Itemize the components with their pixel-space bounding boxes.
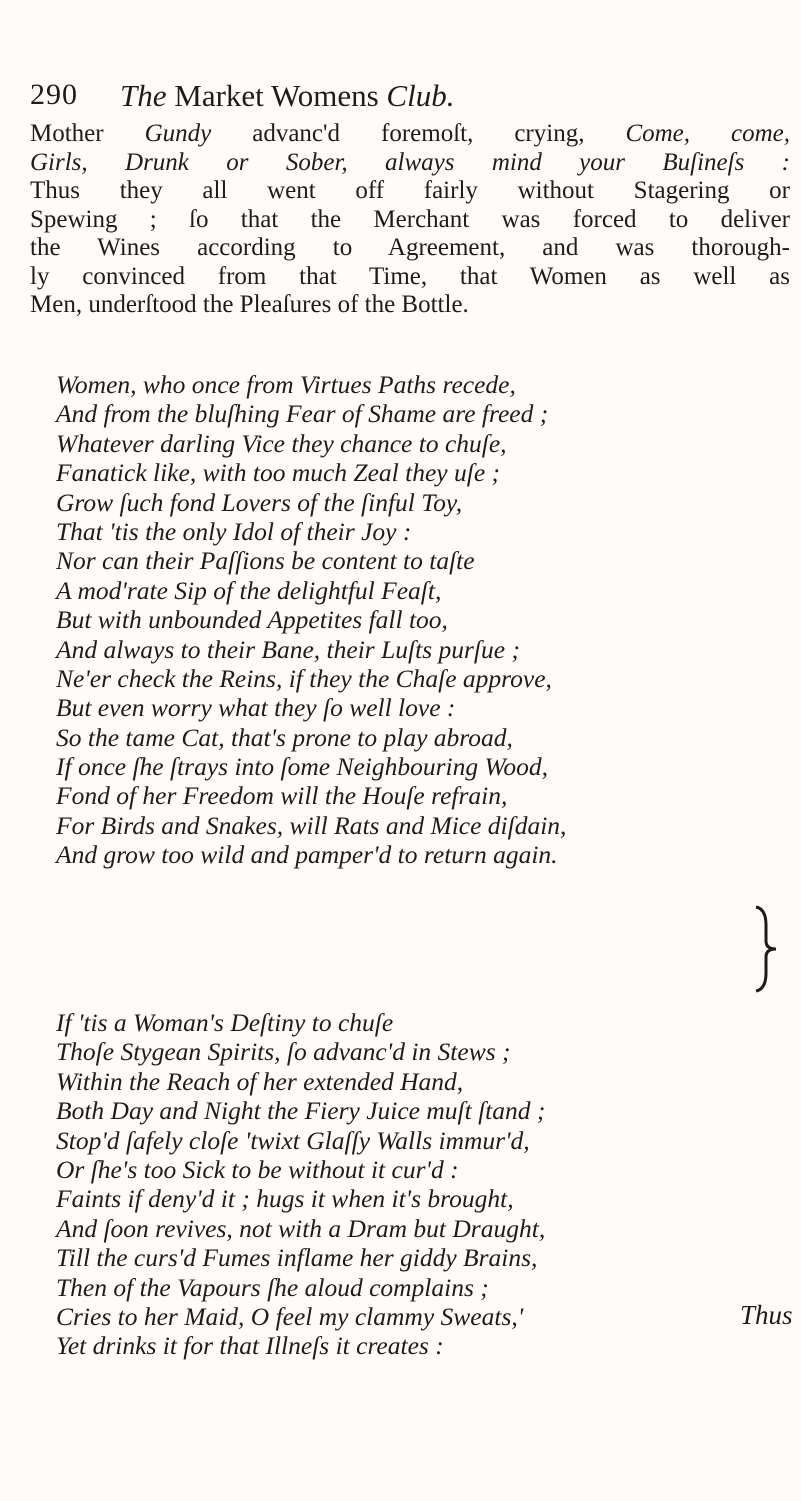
verse-line: For Birds and Snakes, will Rats and Mice diſdain, (56, 810, 567, 840)
running-head-the: The (120, 78, 167, 113)
prose-line (30, 263, 790, 292)
verse-line: Grow ſuch fond Lovers of the ſinful Toy, (56, 487, 463, 517)
page-header (30, 78, 770, 118)
verse-stanza-2 (56, 1008, 776, 1361)
verse-line: Till the curs'd Fumes inflame her giddy Brains, (56, 1243, 538, 1273)
verse-line: Within the Reach of her extended Hand, (56, 1066, 464, 1096)
catchword: Thus (740, 1300, 793, 1330)
verse-line: Whatever darling Vice they chance to chuſe, (56, 428, 507, 458)
prose-text-run: advanc'd foremoſt, crying, (211, 120, 626, 147)
verse-line: But even worry what they ſo well love : (56, 693, 456, 723)
verse-line: And always to their Bane, their Luſts purſue ; (56, 634, 520, 664)
prose-text-run: Girls, Drunk or Sober, always mind your Buſineſs : (30, 148, 790, 176)
verse-line: And from the bluſhing Fear of Shame are freed ; (56, 399, 549, 429)
verse-line: But with unbounded Appetites fall too, (56, 605, 448, 635)
prose-paragraph (30, 120, 790, 320)
verse-line: Thoſe Stygean Spirits, ſo advanc'd in Stews ; (56, 1037, 511, 1067)
verse-line: Cries to her Maid, O feel my clammy Sweats,' (56, 1301, 524, 1331)
verse-line: Ne'er check the Reins, if they the Chaſe approve, (56, 663, 552, 693)
prose-text-run: ly convinced from that Time, that Women as well as (30, 262, 790, 290)
verse-line: If 'tis a Woman's Deſtiny to chuſe (56, 1008, 394, 1037)
verse-line: Stop'd ſafely cloſe 'twixt Glaſſy Walls immur'd, (56, 1125, 530, 1155)
verse-line: Then of the Vapours ſhe aloud complains ; (56, 1272, 489, 1302)
verse-line: That 'tis the only Idol of their Joy : (56, 516, 412, 546)
prose-line (30, 234, 790, 263)
verse-line: Nor can their Paſſions be content to taſte (56, 546, 475, 576)
running-head (120, 78, 454, 114)
prose-text-run: Gundy (144, 120, 212, 147)
prose-line (30, 206, 790, 235)
verse-line: A mod'rate Sip of the delightful Feaſt, (56, 575, 442, 605)
verse-line: So the tame Cat, that's prone to play abroad, (56, 722, 513, 752)
verse-line: Or ſhe's too Sick to be without it cur'd : (56, 1154, 459, 1184)
running-head-club: Club. (386, 78, 455, 113)
verse-line: Yet drinks it for that Illneſs it creates : (56, 1331, 444, 1361)
verse-line: Women, who once from Virtues Paths recede, (56, 370, 516, 399)
verse-line: And grow too wild and pamper'd to return again. (56, 840, 558, 870)
prose-text-run: Men, underſtood the Pleaſures of the Bottle. (30, 291, 469, 318)
prose-text-run: Thus they all went off fairly without Stagering or (30, 177, 790, 204)
prose-text-run: Come, come, (625, 120, 790, 147)
prose-line (30, 291, 790, 320)
verse-line: And ſoon revives, not with a Dram but Draught, (56, 1213, 546, 1243)
verse-line: Both Day and Night the Fiery Juice muſt ſtand ; (56, 1096, 546, 1126)
prose-text-run: the Wines according to Agreement, and was thorough- (30, 234, 790, 261)
page-number: 290 (30, 78, 78, 111)
prose-text-run: Mother (30, 120, 145, 147)
prose-line (30, 149, 790, 178)
prose-text-run: Spewing ; ſo that the Merchant was forced to deliver (30, 205, 790, 233)
prose-line (30, 177, 790, 206)
verse-line: Faints if deny'd it ; hugs it when it's brought, (56, 1184, 514, 1214)
triplet-brace (752, 905, 780, 993)
prose-line (30, 120, 790, 149)
verse-line: If once ſhe ſtrays into ſome Neighbouring Wood, (56, 752, 549, 782)
verse-line: Fond of her Freedom will the Houſe refrain, (56, 781, 508, 811)
verse-stanza-1 (56, 370, 776, 870)
running-head-title: Market Womens (174, 78, 379, 113)
verse-line: Fanatick like, with too much Zeal they uſe ; (56, 458, 501, 488)
